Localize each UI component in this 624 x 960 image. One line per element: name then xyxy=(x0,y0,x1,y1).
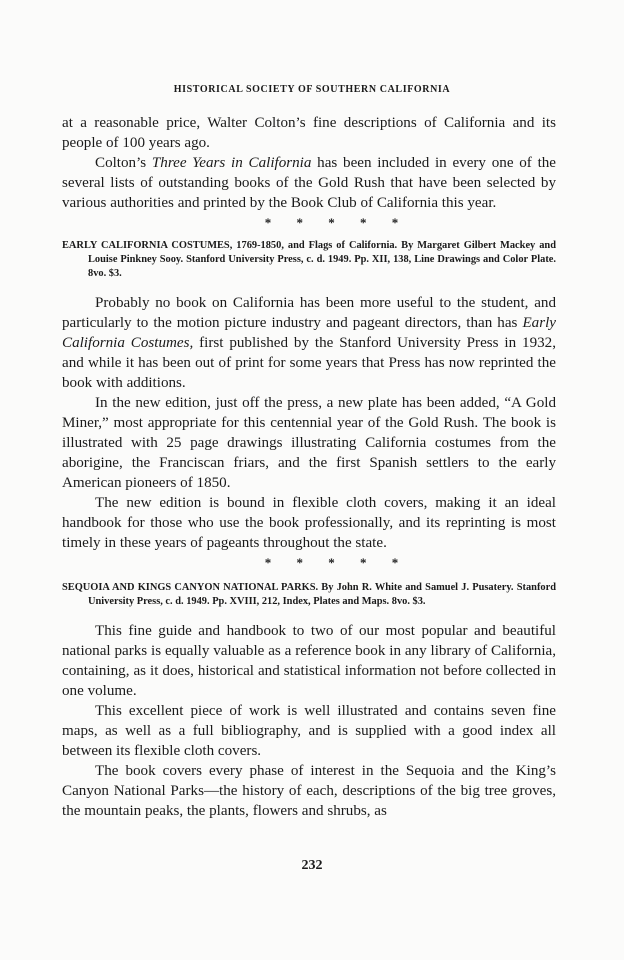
section-separator: * * * * * xyxy=(264,555,410,570)
paragraph: The new edition is bound in flexible cloth covers, making it an ideal handbook for those who use the book professionally, and its reprinting is most timely in these years of pageants throughout the state. xyxy=(62,495,556,551)
page-number: 232 xyxy=(301,858,323,873)
paragraph: at a reasonable price, Walter Colton’s fine descriptions of California and its people of 100 years ago. xyxy=(62,115,556,151)
paragraph xyxy=(62,293,556,393)
text-run: Colton’s xyxy=(95,155,152,171)
paragraph: The book covers every phase of interest in the Sequoia and the King’s Canyon National Parks—the history of each, descriptions of the big tree groves, the mountain peaks, the plants, flowers and shrubs, as xyxy=(62,763,556,819)
review-citation: EARLY CALIFORNIA COSTUMES, 1769-1850, and Flags of California. By Margaret Gilbert Mackey and Louise Pinkney Sooy. Stanford University Press, c. d. 1949. Pp. XII, 138, Line Drawings and Color Plate. 8vo. $3. xyxy=(62,240,556,279)
review-citation: SEQUOIA AND KINGS CANYON NATIONAL PARKS. By John R. White and Samuel J. Pusatery. Stanford University Press, c. d. 1949. Pp. XVIII, 212, Index, Plates and Maps. 8vo. $3. xyxy=(62,582,556,607)
paragraph: In the new edition, just off the press, a new plate has been added, “A Gold Miner,” most appropriate for this centennial year of the Gold Rush. The book is illustrated with 25 page drawings illustrating California costumes from the aborigine, the Franciscan friars, and the first Spanish settlers to the early American pioneers of 1850. xyxy=(62,395,556,491)
paragraph xyxy=(62,153,556,213)
text-run: has been included in every one of the several lists of outstanding books of the Gold Rush that have been selected by various authorities and printed by the Book Club of California this year. xyxy=(62,155,557,211)
running-head: HISTORICAL SOCIETY OF SOUTHERN CALIFORNIA xyxy=(173,84,451,95)
book-title: Early California Costumes, xyxy=(62,315,556,351)
paragraph: This excellent piece of work is well illustrated and contains seven fine maps, as well as a full bibliography, and is supplied with a good index all between its flexible cloth covers. xyxy=(62,703,556,759)
paragraph: This fine guide and handbook to two of our most popular and beautiful national parks is equally valuable as a reference book in any library of California, containing, as it does, historical and statistical information not before collected in one volume. xyxy=(62,623,556,699)
page-body xyxy=(62,113,556,821)
section-separator: * * * * * xyxy=(264,215,410,230)
book-title: Three Years in California xyxy=(151,155,312,171)
text-run: Probably no book on California has been more useful to the student, and particularly to the motion picture industry and pageant directors, than has xyxy=(62,295,556,331)
text-run: first published by the Stanford University Press in 1932, and while it has been out of print for some years that Press has now reprinted the book with additions. xyxy=(62,335,556,391)
